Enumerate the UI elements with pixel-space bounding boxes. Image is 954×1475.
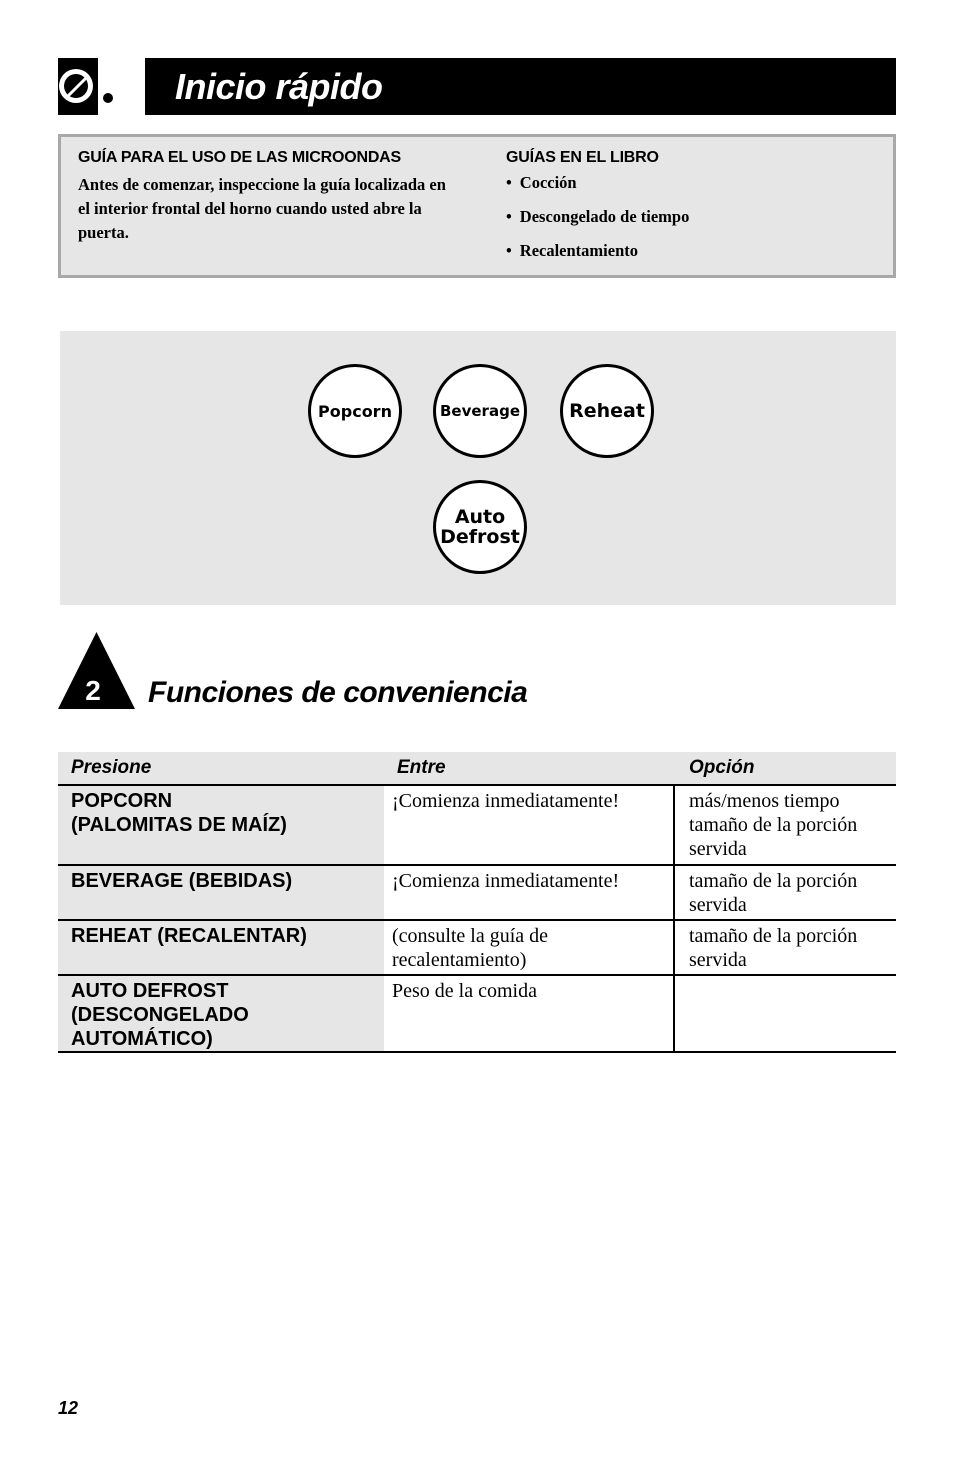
press-cell (58, 785, 384, 865)
press-line: (PALOMITAS DE MAÍZ) (71, 814, 287, 836)
guide-right-heading: GUÍAS EN EL LIBRO (506, 149, 659, 166)
guide-left-text: Antes de comenzar, inspeccione la guía localizada en el interior frontal del horno cuando usted abre la puerta. (78, 175, 446, 242)
enter-line: (consulte la guía de (392, 925, 549, 947)
auto-defrost-button[interactable] (433, 480, 527, 574)
table-header-row (58, 752, 896, 785)
option-line: tamaño de la porción (689, 814, 858, 836)
enter-line: ¡Comienza inmediatamente! (392, 790, 620, 812)
guide-list-item: • Cocción (506, 173, 886, 193)
popcorn-label: Popcorn (318, 401, 392, 421)
press-cell (58, 865, 384, 920)
column-header-option: Opción (674, 752, 896, 785)
page-title: Inicio rápido (175, 65, 383, 107)
press-cell (58, 920, 384, 975)
press-line: POPCORN (71, 790, 173, 812)
option-line: tamaño de la porción (689, 870, 858, 892)
table-row (58, 920, 896, 975)
guide-list-item: • Descongelado de tiempo (506, 207, 886, 227)
reheat-button[interactable] (560, 364, 654, 458)
beverage-label: Beverage (440, 402, 520, 420)
enter-line: Peso de la comida (392, 980, 537, 1002)
section-triangle-icon (58, 632, 135, 709)
column-header-press: Presione (58, 752, 384, 785)
column-header-enter: Entre (384, 752, 674, 785)
option-line: servida (689, 838, 747, 860)
section-title: Funciones de conveniencia (148, 676, 528, 709)
enter-cell (384, 785, 674, 865)
press-line: (DESCONGELADO AUTOMÁTICO) (71, 1004, 249, 1050)
enter-line: ¡Comienza inmediatamente! (392, 870, 620, 892)
page-number: 12 (58, 1398, 79, 1418)
title-bar (145, 58, 896, 115)
auto-defrost-label-line1: Auto (454, 506, 506, 528)
option-line: más/menos tiempo (689, 790, 840, 812)
guide-left-heading: GUÍA PARA EL USO DE LAS MICROONDAS (78, 149, 401, 166)
microwave-dial-icon (58, 58, 115, 115)
auto-defrost-label-line2: Defrost (440, 526, 520, 548)
enter-cell (384, 975, 674, 1052)
guide-left-column (78, 149, 458, 245)
table-row (58, 975, 896, 1052)
enter-line: recalentamiento) (392, 949, 527, 971)
reheat-label: Reheat (569, 400, 645, 422)
guide-box (58, 134, 896, 278)
press-line: BEVERAGE (BEBIDAS) (71, 870, 293, 892)
popcorn-button[interactable] (308, 364, 402, 458)
option-line: servida (689, 894, 747, 916)
option-cell (674, 785, 896, 865)
option-line: tamaño de la porción (689, 925, 858, 947)
press-line: AUTO DEFROST (71, 980, 229, 1002)
control-pad-panel (60, 331, 896, 605)
option-line: servida (689, 949, 747, 971)
enter-cell (384, 920, 674, 975)
option-cell (674, 920, 896, 975)
press-line: REHEAT (RECALENTAR) (71, 925, 307, 947)
enter-cell (384, 865, 674, 920)
guide-right-column (506, 149, 886, 275)
guide-list (506, 173, 886, 261)
option-cell (674, 865, 896, 920)
functions-table (58, 752, 896, 1053)
beverage-button[interactable] (433, 364, 527, 458)
table-row (58, 785, 896, 865)
option-cell (674, 975, 896, 1052)
press-cell (58, 975, 384, 1052)
section-number: 2 (85, 675, 101, 706)
table-row (58, 865, 896, 920)
guide-list-item: • Recalentamiento (506, 241, 886, 261)
